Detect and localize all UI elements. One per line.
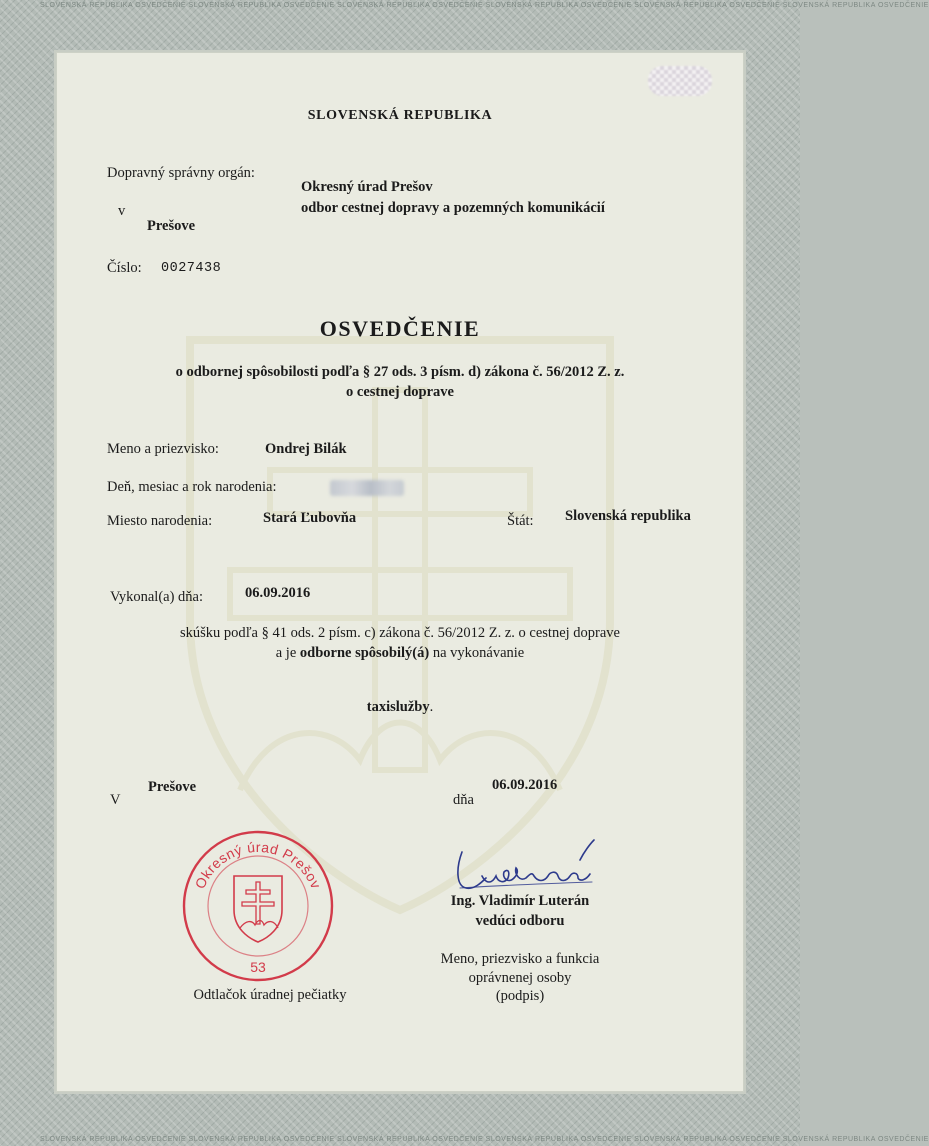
hologram-mark [648, 66, 712, 96]
performed-label: Vykonal(a) dňa: [110, 589, 204, 605]
issue-date-value: 06.09.2016 [492, 777, 558, 793]
exam-line1: skúšku podľa § 41 ods. 2 písm. c) zákona č. 56/2012 Z. z. o cestnej doprave [180, 625, 620, 641]
state-value: Slovenská republika [565, 508, 691, 524]
issue-place-value: Prešove [148, 779, 197, 795]
authority-label: Dopravný správny orgán: [107, 165, 255, 181]
authority-department: odbor cestnej dopravy a pozemných komunikácií [301, 200, 605, 216]
exam-line2 [200, 645, 600, 662]
in-label: v [118, 203, 126, 219]
performed-date: 06.09.2016 [245, 585, 311, 601]
exam-line2-prefix: a je [275, 645, 300, 661]
service-dot: . [429, 699, 434, 715]
service-value: taxislužby [366, 699, 430, 715]
birthplace-label: Miesto narodenia: [107, 513, 213, 529]
authority-name: Okresný úrad Prešov [301, 179, 433, 195]
certificate-number: 0027438 [161, 261, 222, 276]
exam-line2-bold: odborne spôsobilý(á) [299, 645, 430, 661]
signatory-caption-line2: oprávnenej osoby [468, 970, 572, 986]
name-label: Meno a priezvisko: [107, 441, 219, 457]
in-city: Prešove [147, 218, 196, 234]
issue-date-label: dňa [453, 792, 474, 808]
birthdate-redacted [330, 480, 404, 496]
svg-text:Okresný úrad Prešov [192, 839, 325, 891]
signatory-name: Ing. Vladimír Luterán [450, 893, 590, 909]
handwritten-signature [452, 838, 612, 900]
issue-place-label: V [110, 792, 121, 808]
stamp-ring-text: Okresný úrad Prešov [191, 838, 325, 892]
name-value: Ondrej Bilák [265, 441, 347, 457]
signatory-caption-line1: Meno, priezvisko a funkcia [440, 951, 600, 967]
stamp-number: 53 [250, 959, 266, 975]
service-line [300, 699, 500, 716]
country-title: SLOVENSKÁ REPUBLIKA [307, 108, 493, 123]
official-stamp-icon [180, 828, 336, 984]
stamp-caption: Odtlačok úradnej pečiatky [193, 987, 347, 1003]
certificate-subtitle-line2: o cestnej doprave [346, 384, 454, 400]
signatory-role: vedúci odboru [475, 913, 565, 929]
number-label: Číslo: [107, 260, 142, 276]
state-label: Štát: [507, 513, 534, 529]
border-microtext-bottom: SLOVENSKÁ REPUBLIKA OSVEDČENIE SLOVENSKÁ REPUBLIKA OSVEDČENIE SLOVENSKÁ REPUBLIKA OSVEDČENIE SLOVENSKÁ REPUBLIKA OSVEDČENIE SLOVENSKÁ REPUBLIKA OSVEDČENIE SLOVENSKÁ REPUBLIKA OSVEDČENIE [40, 1136, 929, 1143]
exam-line2-suffix: na vykonávanie [429, 645, 525, 661]
border-microtext-top: SLOVENSKÁ REPUBLIKA OSVEDČENIE SLOVENSKÁ REPUBLIKA OSVEDČENIE SLOVENSKÁ REPUBLIKA OSVEDČENIE SLOVENSKÁ REPUBLIKA OSVEDČENIE SLOVENSKÁ REPUBLIKA OSVEDČENIE SLOVENSKÁ REPUBLIKA OSVEDČENIE [40, 2, 929, 9]
birthplace-value: Stará Ľubovňa [263, 510, 357, 526]
certificate-title: OSVEDČENIE [319, 316, 481, 341]
birthdate-label: Deň, mesiac a rok narodenia: [107, 479, 277, 495]
signatory-caption-line3: (podpis) [495, 988, 545, 1004]
certificate-subtitle-line1: o odbornej spôsobilosti podľa § 27 ods. 3 písm. d) zákona č. 56/2012 Z. z. [175, 364, 625, 380]
